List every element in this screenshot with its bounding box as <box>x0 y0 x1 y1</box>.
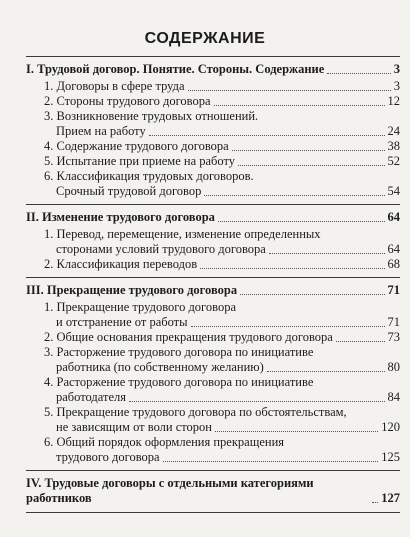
dot-leader <box>163 461 379 462</box>
item-text: трудового договора <box>56 450 160 464</box>
item-text: 1. Прекращение трудового договора <box>44 300 236 314</box>
page-number: 73 <box>387 330 400 344</box>
item-line <box>44 242 400 257</box>
page-number: 3 <box>393 79 400 93</box>
page-number: 52 <box>387 154 400 168</box>
item-line <box>44 315 400 330</box>
list-item <box>44 435 400 465</box>
item-line <box>44 227 400 242</box>
table-of-contents <box>26 56 400 513</box>
dot-leader <box>269 253 385 254</box>
dot-leader <box>188 90 391 91</box>
item-line <box>44 154 400 169</box>
item-text: 2. Общие основания прекращения трудового договора <box>44 330 333 344</box>
page-number: 68 <box>387 257 400 271</box>
list-item <box>44 375 400 405</box>
item-line <box>44 345 400 360</box>
section-heading: II. Изменение трудового договора <box>26 210 215 224</box>
page-number: 38 <box>387 139 400 153</box>
item-line <box>44 420 400 435</box>
item-text: 4. Расторжение трудового договора по инициативе <box>44 375 314 389</box>
item-text: 5. Испытание при приеме на работу <box>44 154 236 168</box>
dot-leader <box>149 135 385 136</box>
item-text: 3. Возникновение трудовых отношений. <box>44 109 259 123</box>
list-item <box>44 169 400 199</box>
dot-leader <box>372 502 378 503</box>
item-text: не зависящим от воли сторон <box>56 420 212 434</box>
item-line <box>44 435 400 450</box>
dot-leader <box>129 401 384 402</box>
dot-leader <box>218 221 385 222</box>
dot-leader <box>327 73 390 74</box>
item-line <box>44 169 400 184</box>
dot-leader <box>204 195 384 196</box>
list-item <box>44 227 400 257</box>
list-item <box>44 154 400 169</box>
item-line <box>44 360 400 375</box>
item-text: 1. Перевод, перемещение, изменение определенных <box>44 227 321 241</box>
page-number: 84 <box>387 390 400 404</box>
section-heading-row <box>26 471 400 506</box>
section-heading: I. Трудовой договор. Понятие. Стороны. Содержание <box>26 62 325 76</box>
page-title: СОДЕРЖАНИЕ <box>144 30 266 47</box>
item-text: 4. Содержание трудового договора <box>44 139 229 153</box>
toc-section <box>26 56 400 204</box>
dot-leader <box>215 431 378 432</box>
dot-leader <box>240 294 384 295</box>
item-line <box>44 375 400 390</box>
section-heading-row <box>26 278 400 298</box>
item-text: и отстранение от работы <box>56 315 188 329</box>
section-items <box>26 298 400 470</box>
section-heading: IV. Трудовые договоры с отдельными категориями работников <box>26 476 314 505</box>
list-item <box>44 257 400 272</box>
page-number: 12 <box>387 94 400 108</box>
page-number: 64 <box>387 242 400 256</box>
item-line <box>44 139 400 154</box>
spacer <box>26 506 400 512</box>
item-line <box>44 94 400 109</box>
section-items <box>26 77 400 204</box>
dot-leader <box>191 326 385 327</box>
item-line <box>44 79 400 94</box>
section-heading-row <box>26 205 400 225</box>
page-number: 80 <box>387 360 400 374</box>
item-line <box>44 330 400 345</box>
item-line <box>44 109 400 124</box>
list-item <box>44 79 400 94</box>
page-number: 54 <box>387 184 400 198</box>
list-item <box>44 330 400 345</box>
item-text: 1. Договоры в сфере труда <box>44 79 185 93</box>
list-item <box>44 345 400 375</box>
page-number: 120 <box>381 420 400 434</box>
item-text: работника (по собственному желанию) <box>56 360 264 374</box>
page-number: 125 <box>381 450 400 464</box>
page-number: 71 <box>387 283 400 297</box>
item-text: 2. Классификация переводов <box>44 257 198 271</box>
dot-leader <box>267 371 385 372</box>
dot-leader <box>200 268 384 269</box>
item-text: 5. Прекращение трудового договора по обстоятельствам, <box>44 405 347 419</box>
section-heading-row <box>26 57 400 77</box>
page-number: 71 <box>387 315 400 329</box>
item-text: Срочный трудовой договор <box>56 184 202 198</box>
section-heading: III. Прекращение трудового договора <box>26 283 238 297</box>
list-item <box>44 109 400 139</box>
item-line <box>44 390 400 405</box>
item-text: 3. Расторжение трудового договора по инициативе <box>44 345 314 359</box>
list-item <box>44 405 400 435</box>
item-line <box>44 184 400 199</box>
toc-section <box>26 470 400 513</box>
item-text: 6. Классификация трудовых договоров. <box>44 169 254 183</box>
dot-leader <box>232 150 385 151</box>
dot-leader <box>214 105 385 106</box>
item-line <box>44 257 400 272</box>
toc-section <box>26 204 400 277</box>
dot-leader <box>238 165 384 166</box>
item-line <box>44 300 400 315</box>
list-item <box>44 139 400 154</box>
page-number: 24 <box>387 124 400 138</box>
item-line <box>44 405 400 420</box>
item-line <box>44 450 400 465</box>
dot-leader <box>336 341 385 342</box>
page-number: 3 <box>393 62 400 76</box>
item-text: работодателя <box>56 390 127 404</box>
item-line <box>44 124 400 139</box>
list-item <box>44 94 400 109</box>
item-text: 2. Стороны трудового договора <box>44 94 211 108</box>
item-text: сторонами условий трудового договора <box>56 242 266 256</box>
section-items <box>26 225 400 277</box>
page-number: 64 <box>387 210 400 224</box>
list-item <box>44 300 400 330</box>
item-text: 6. Общий порядок оформления прекращения <box>44 435 285 449</box>
item-text: Прием на работу <box>56 124 146 138</box>
page-number: 127 <box>381 491 400 505</box>
toc-section <box>26 277 400 470</box>
